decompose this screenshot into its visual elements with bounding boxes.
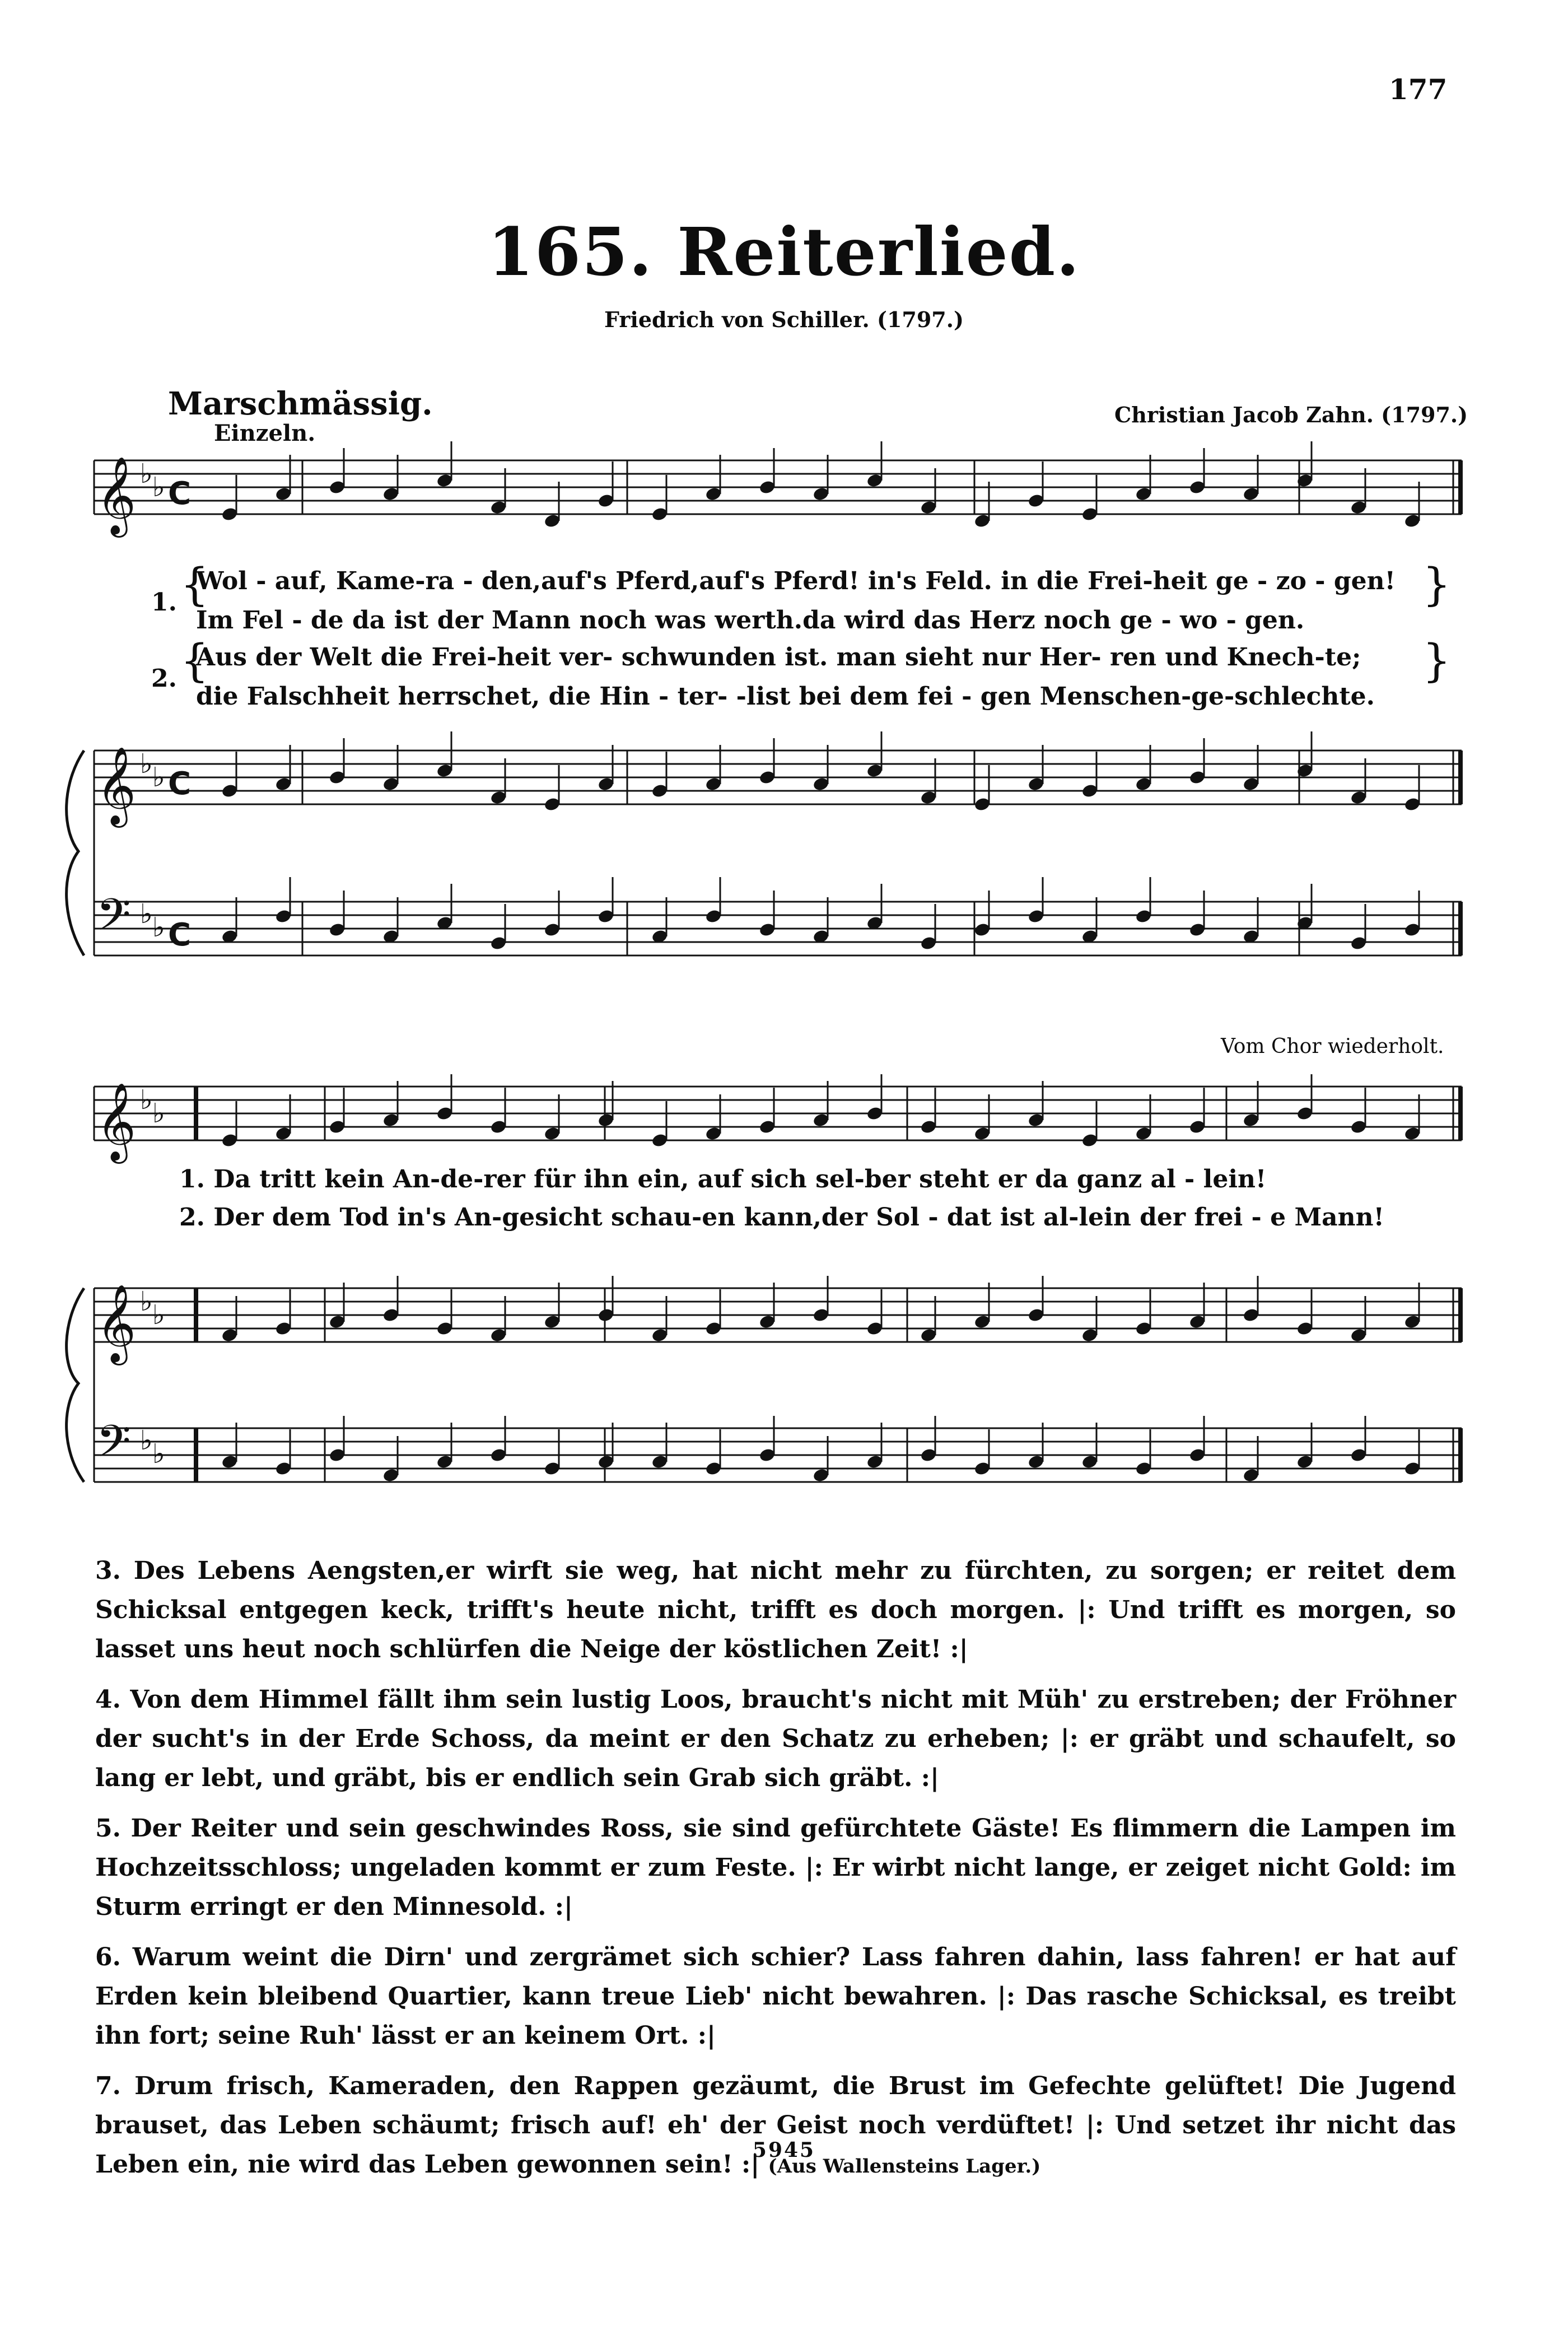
bass-clef-icon: 𝄢 xyxy=(96,1415,131,1478)
svg-text:♭: ♭ xyxy=(140,898,153,930)
svg-text:♭: ♭ xyxy=(152,472,165,503)
svg-text:♭: ♭ xyxy=(140,1084,153,1116)
repeat-note: Vom Chor wiederholt. xyxy=(1221,1035,1444,1058)
svg-text:♭: ♭ xyxy=(140,458,153,490)
lyric-brace: { xyxy=(180,558,209,610)
lyric-brace: { xyxy=(180,635,209,687)
stanza: 5. Der Reiter und sein geschwindes Ross, sie sind gefürchtete Gäste! Es flimmern die Lampen im Hochzeitsschloss; ungeladen kommt er zum Feste. |: Er wirbt nicht lange, er zeiget nicht Gold: im Sturm erringt er den Minnesold. :| xyxy=(95,1814,1456,1921)
system2-vocal-staff xyxy=(94,1087,1462,1140)
verse-number: 2. xyxy=(151,664,177,693)
svg-text:C: C xyxy=(168,766,192,802)
lyric-brace: } xyxy=(1422,635,1451,687)
poet-credit: Friedrich von Schiller. (1797.) xyxy=(604,307,964,332)
performance-note: Einzeln. xyxy=(214,420,316,446)
stanza: 4. Von dem Himmel fällt ihm sein lustig Loos, braucht's nicht mit Müh' zu erstreben; der Fröhner der sucht's in der Erde Schoss, da meint er den Schatz zu erheben; |: er gräbt und schaufelt, so lang er lebt, und gräbt, bis er endlich sein Grab sich gräbt. :| xyxy=(95,1685,1456,1792)
lyric-line: 2. Der dem Tod in's An-gesicht schau-en kann,der Sol - dat ist al-lein der frei - e Mann! xyxy=(179,1203,1384,1232)
lyric-line: die Falschheit herrschet, die Hin - ter- -list bei dem fei - gen Menschen-ge-schlechte. xyxy=(196,682,1375,711)
svg-text:♭: ♭ xyxy=(152,1299,165,1331)
treble-clef-icon: 𝄞 xyxy=(96,1284,136,1362)
treble-clef-icon: 𝄞 xyxy=(96,1083,136,1160)
song-title: 165. Reiterlied. xyxy=(487,213,1081,291)
lyric-line: Aus der Welt die Frei-heit ver- schwunden ist. man sieht nur Her- ren und Knech-te; xyxy=(196,643,1361,672)
tempo-marking: Marschmässig. xyxy=(168,385,433,422)
system1-vocal-staff xyxy=(94,460,1462,514)
treble-clef-icon: 𝄞 xyxy=(96,747,136,824)
page-number: 177 xyxy=(1389,73,1448,106)
plate-number: 5945 xyxy=(752,2138,816,2162)
lyric-line: 1. Da tritt kein An-de-rer für ihn ein, auf sich sel-ber steht er da ganz al - lein! xyxy=(179,1165,1267,1194)
additional-stanzas xyxy=(95,1551,1456,2197)
svg-text:C: C xyxy=(168,476,192,512)
svg-text:♭: ♭ xyxy=(140,748,153,780)
svg-text:♭: ♭ xyxy=(140,1425,153,1456)
stanza: 3. Des Lebens Aengsten,er wirft sie weg, hat nicht mehr zu fürchten, zu sorgen; er reitet dem Schicksal entgegen keck, trifft's heute nicht, trifft es doch morgen. |: Und trifft es morgen, so lasset uns heut noch schlürfen die Neige der köstlichen Zeit! :| xyxy=(95,1556,1456,1663)
lyric-line: Im Fel - de da ist der Mann noch was werth.da wird das Herz noch ge - wo - gen. xyxy=(196,606,1305,635)
bass-clef-icon: 𝄢 xyxy=(96,889,131,952)
verse-number: 1. xyxy=(151,588,177,617)
lyric-line: Wol - auf, Kame-ra - den,auf's Pferd,auf's Pferd! in's Feld. in die Frei-heit ge - zo - gen! xyxy=(196,567,1396,595)
svg-text:♭: ♭ xyxy=(152,762,165,793)
source-note: (Aus Wallensteins Lager.) xyxy=(768,2155,1041,2178)
svg-text:♭: ♭ xyxy=(152,912,165,943)
system1-piano-treble xyxy=(94,751,1462,804)
svg-text:C: C xyxy=(168,917,192,953)
composer-credit: Christian Jacob Zahn. (1797.) xyxy=(1114,402,1468,427)
svg-text:♭: ♭ xyxy=(140,1286,153,1317)
svg-text:♭: ♭ xyxy=(152,1438,165,1470)
stanza: 6. Warum weint die Dirn' und zergrämet sich schier? Lass fahren dahin, lass fahren! er hat auf Erden kein bleibend Quartier, kann treue Lieb' nicht bewahren. |: Das rasche Schicksal, es treibt ihn fort; seine Ruh' lässt er an keinem Ort. :| xyxy=(95,1943,1456,2050)
lyric-brace: } xyxy=(1422,558,1451,610)
stanza xyxy=(95,2067,1456,2186)
svg-text:♭: ♭ xyxy=(152,1098,165,1129)
treble-clef-icon: 𝄞 xyxy=(96,456,136,534)
stanza-text: 7. Drum frisch, Kameraden, den Rappen gezäumt, die Brust im Gefechte gelüftet! Die Jugend brauset, das Leben schäumt; frisch auf! eh' der Geist noch verdüftet! |: Und setzet ihr nicht das Leben ein, nie wird das Leben gewonnen sein! :| xyxy=(95,2072,1456,2179)
